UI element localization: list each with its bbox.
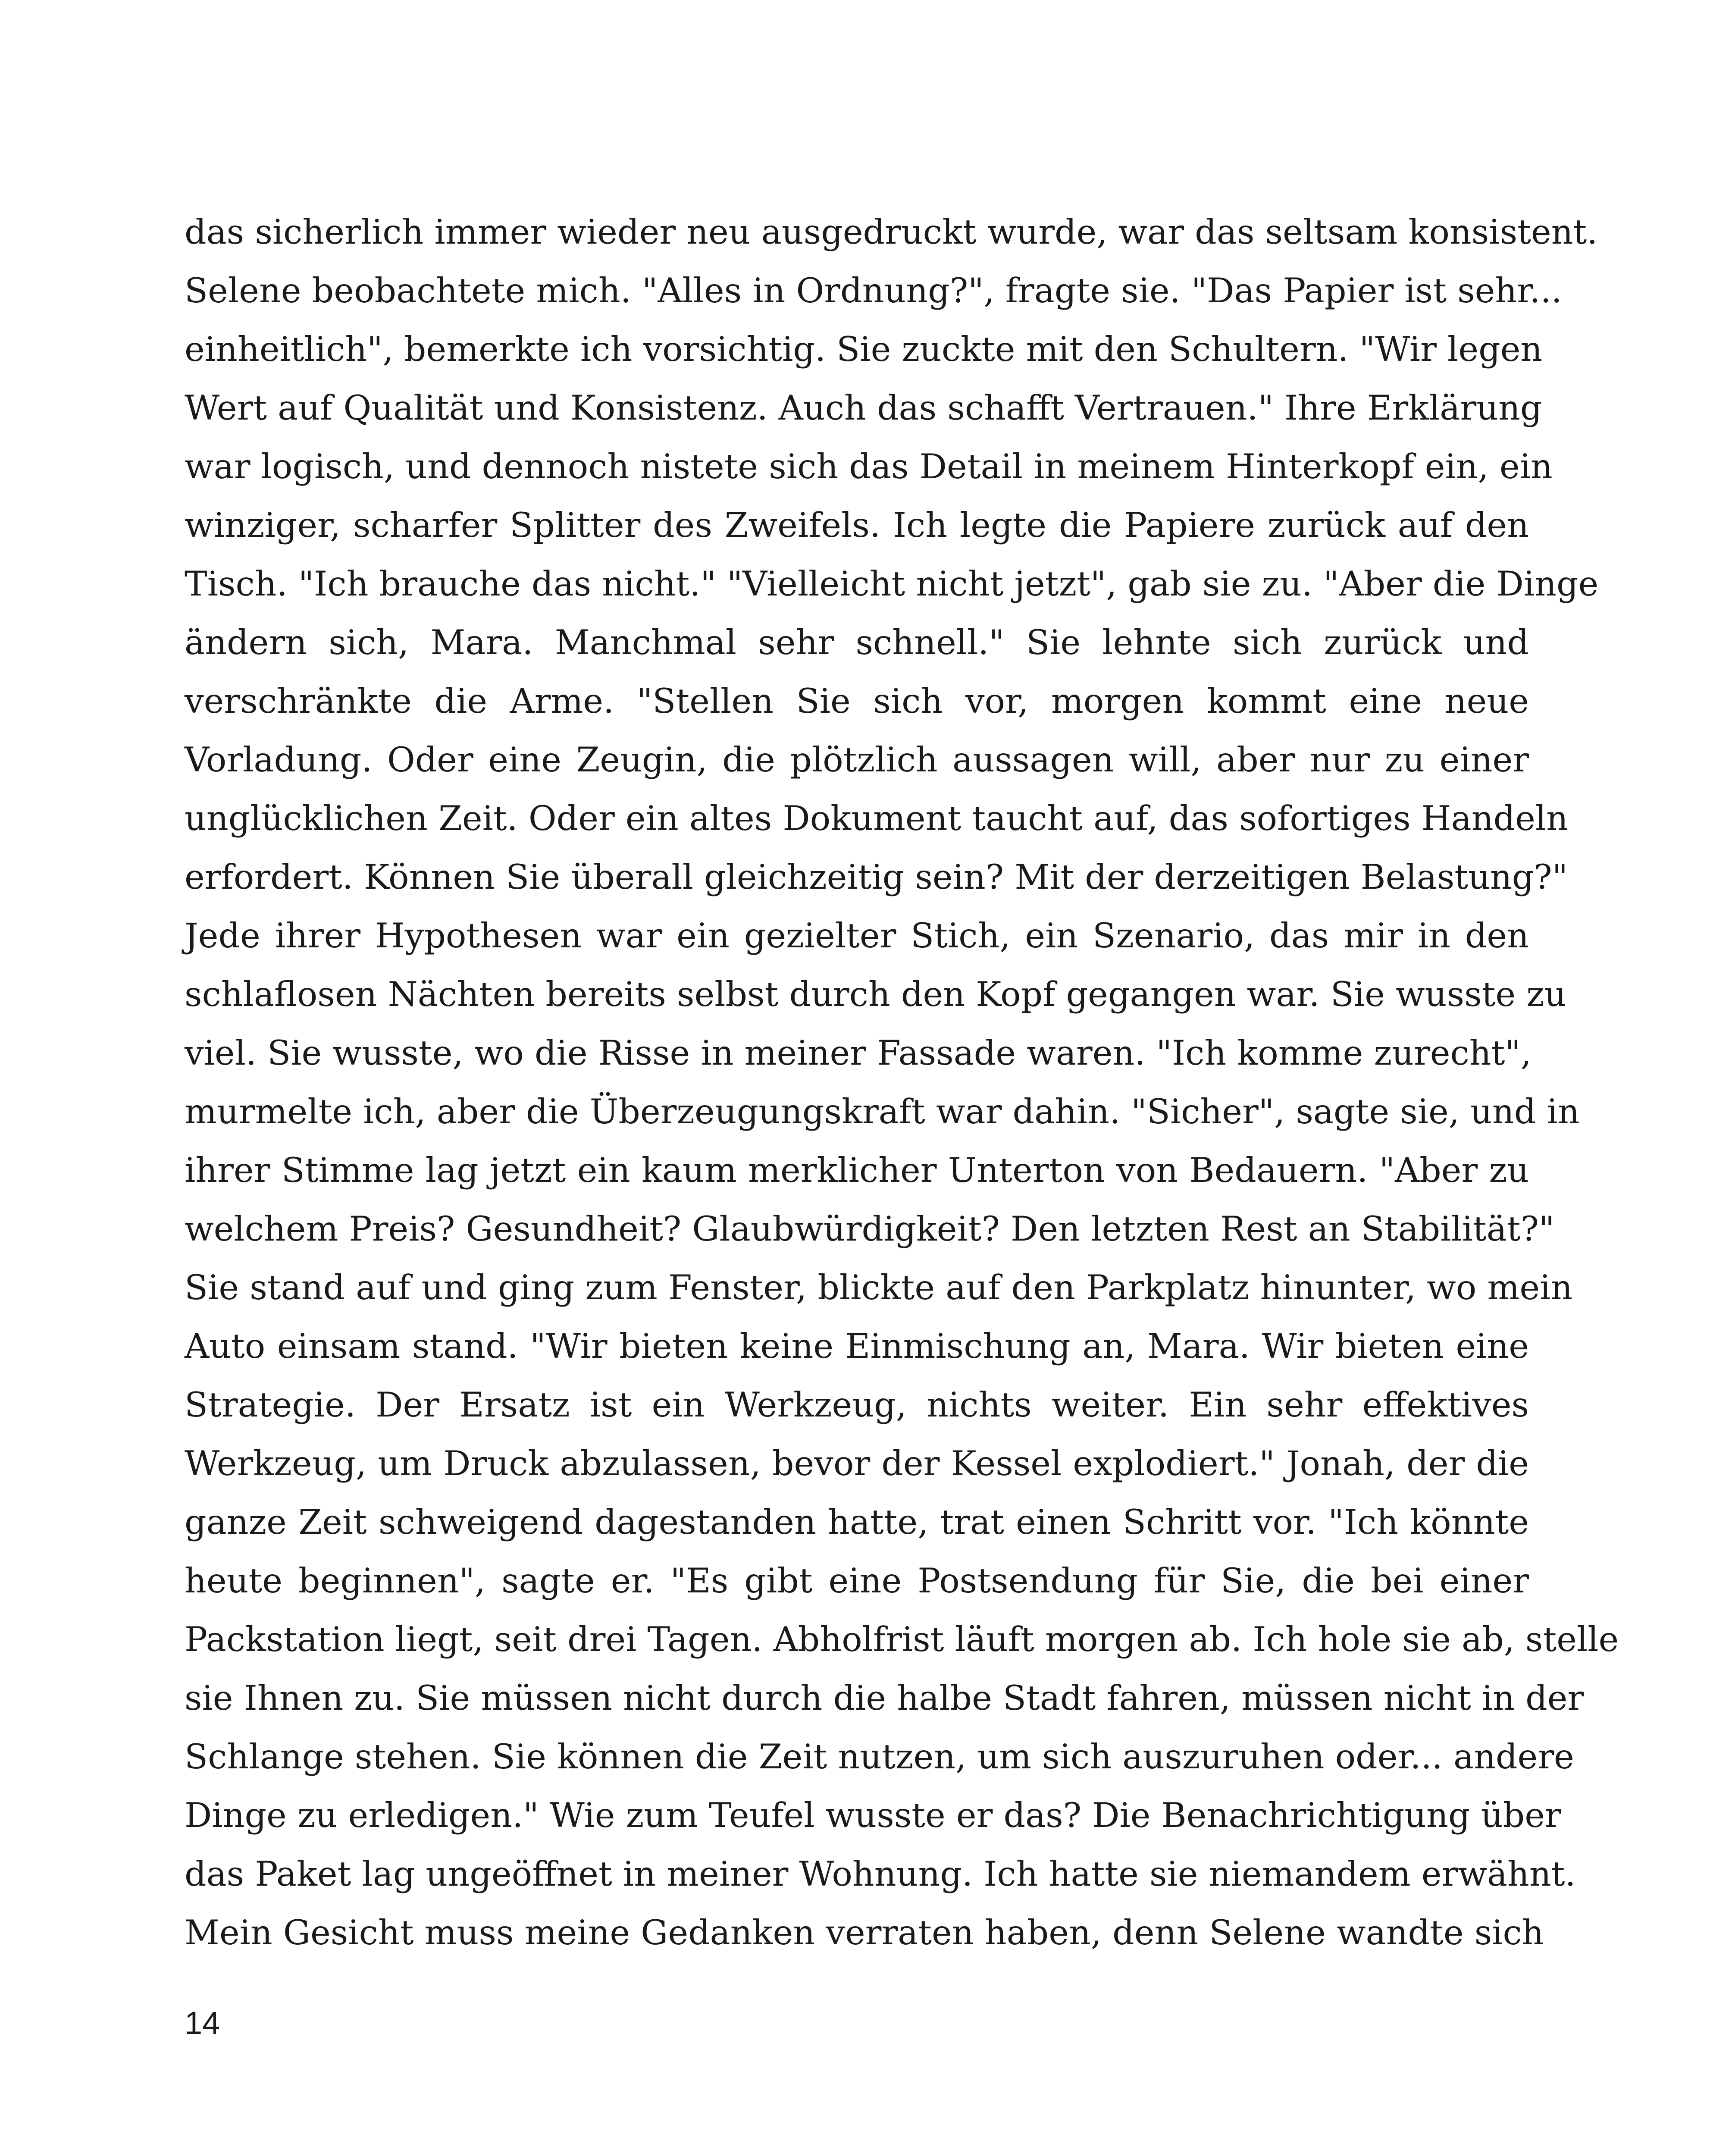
text-line: Wert auf Qualität und Konsistenz. Auch das schafft Vertrauen." Ihre Erklärung	[185, 388, 1542, 428]
text-line: Mein Gesicht muss meine Gedanken verraten haben, denn Selene wandte sich	[185, 1913, 1544, 1952]
text-line: schlaflosen Nächten bereits selbst durch den Kopf gegangen war. Sie wusste zu	[185, 975, 1566, 1014]
text-line: ganze Zeit schweigend dagestanden hatte, trat einen Schritt vor. "Ich könnte	[185, 1502, 1529, 1542]
text-line: ihrer Stimme lag jetzt ein kaum merklicher Unterton von Bedauern. "Aber zu	[185, 1150, 1529, 1190]
text-line: das sicherlich immer wieder neu ausgedruckt wurde, war das seltsam konsistent.	[185, 212, 1598, 252]
text-line: Strategie. Der Ersatz ist ein Werkzeug, nichts weiter. Ein sehr effektives	[185, 1385, 1529, 1425]
body-text	[185, 203, 1619, 1962]
text-line: Sie stand auf und ging zum Fenster, blickte auf den Parkplatz hinunter, wo mein	[185, 1268, 1573, 1307]
text-line: ändern sich, Mara. Manchmal sehr schnell." Sie lehnte sich zurück und	[185, 623, 1529, 662]
text-line: murmelte ich, aber die Überzeugungskraft war dahin. "Sicher", sagte sie, und in	[185, 1092, 1580, 1131]
text-line: Selene beobachtete mich. "Alles in Ordnung?", fragte sie. "Das Papier ist sehr...	[185, 271, 1562, 310]
text-line: einheitlich", bemerkte ich vorsichtig. Sie zuckte mit den Schultern. "Wir legen	[185, 329, 1543, 369]
text-line: Auto einsam stand. "Wir bieten keine Einmischung an, Mara. Wir bieten eine	[185, 1326, 1529, 1366]
text-line: das Paket lag ungeöffnet in meiner Wohnung. Ich hatte sie niemandem erwähnt.	[185, 1854, 1576, 1894]
page-number: 14	[185, 2005, 220, 2041]
text-line: viel. Sie wusste, wo die Risse in meiner Fassade waren. "Ich komme zurecht",	[185, 1033, 1532, 1073]
text-line: Jede ihrer Hypothesen war ein gezielter Stich, ein Szenario, das mir in den	[185, 916, 1529, 956]
text-line: heute beginnen", sagte er. "Es gibt eine Postsendung für Sie, die bei einer	[185, 1561, 1529, 1601]
text-line: Dinge zu erledigen." Wie zum Teufel wusste er das? Die Benachrichtigung über	[185, 1796, 1561, 1835]
text-line: verschränkte die Arme. "Stellen Sie sich vor, morgen kommt eine neue	[185, 681, 1529, 721]
text-line: Packstation liegt, seit drei Tagen. Abholfrist läuft morgen ab. Ich hole sie ab, stelle	[185, 1620, 1619, 1659]
text-line: Tisch. "Ich brauche das nicht." "Vielleicht nicht jetzt", gab sie zu. "Aber die Dinge	[185, 564, 1599, 604]
text-line: war logisch, und dennoch nistete sich das Detail in meinem Hinterkopf ein, ein	[185, 447, 1553, 486]
text-line: welchem Preis? Gesundheit? Glaubwürdigkeit? Den letzten Rest an Stabilität?"	[185, 1209, 1555, 1249]
text-line: Werkzeug, um Druck abzulassen, bevor der Kessel explodiert." Jonah, der die	[185, 1444, 1529, 1483]
text-line: unglücklichen Zeit. Oder ein altes Dokument taucht auf, das sofortiges Handeln	[185, 799, 1569, 838]
text-line: sie Ihnen zu. Sie müssen nicht durch die halbe Stadt fahren, müssen nicht in der	[185, 1678, 1584, 1718]
text-line: Schlange stehen. Sie können die Zeit nutzen, um sich auszuruhen oder... andere	[185, 1737, 1574, 1777]
text-line: winziger, scharfer Splitter des Zweifels. Ich legte die Papiere zurück auf den	[185, 505, 1529, 545]
text-line: Vorladung. Oder eine Zeugin, die plötzlich aussagen will, aber nur zu einer	[185, 740, 1529, 780]
text-line: erfordert. Können Sie überall gleichzeitig sein? Mit der derzeitigen Belastung?"	[185, 857, 1568, 897]
